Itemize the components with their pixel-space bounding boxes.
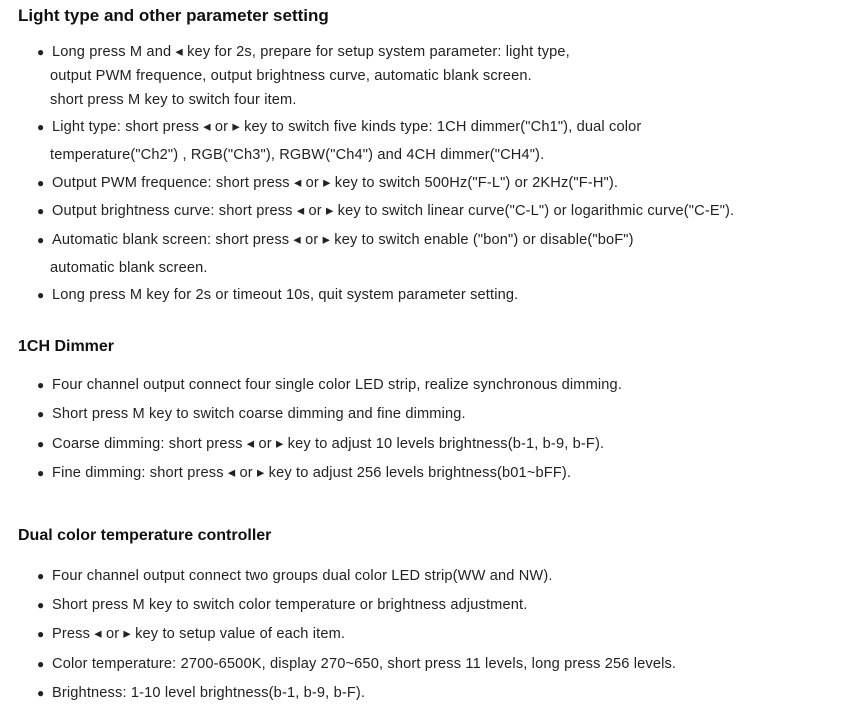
list-item: Output PWM frequence: short press ◂ or ▸ key to switch 500Hz("F-L") or 2KHz("F-H"). (52, 175, 619, 191)
list-item: Short press M key to switch color temperature or brightness adjustment. (52, 597, 528, 613)
bullet-icon: ● (37, 176, 45, 190)
bullet-icon: ● (37, 466, 45, 480)
bullet-icon: ● (37, 437, 45, 451)
list-item: Four channel output connect four single color LED strip, realize synchronous dimming. (52, 377, 623, 393)
list-item-continuation: automatic blank screen. (50, 260, 208, 276)
list-item: Output brightness curve: short press ◂ or ▸ key to switch linear curve("C-L") or logarithmic curve("C-E"). (52, 203, 735, 219)
bullet-icon: ● (37, 686, 45, 700)
list-item: Four channel output connect two groups dual color LED strip(WW and NW). (52, 568, 553, 584)
list-item-continuation: output PWM frequence, output brightness curve, automatic blank screen. (50, 68, 532, 84)
bullet-icon: ● (37, 120, 45, 134)
bullet-icon: ● (37, 233, 45, 247)
list-item: Press ◂ or ▸ key to setup value of each item. (52, 626, 346, 642)
section-title-dual-color: Dual color temperature controller (18, 527, 272, 544)
bullet-icon: ● (37, 288, 45, 302)
bullet-icon: ● (37, 569, 45, 583)
section-title-1ch-dimmer: 1CH Dimmer (18, 338, 115, 355)
bullet-icon: ● (37, 45, 45, 59)
list-item-continuation: short press M key to switch four item. (50, 92, 297, 108)
list-item: Brightness: 1-10 level brightness(b-1, b-9, b-F). (52, 685, 366, 701)
list-item: Long press M and ◂ key for 2s, prepare for setup system parameter: light type, (52, 44, 570, 60)
list-item: Coarse dimming: short press ◂ or ▸ key to adjust 10 levels brightness(b-1, b-9, b-F). (52, 436, 605, 452)
bullet-icon: ● (37, 598, 45, 612)
list-item: Automatic blank screen: short press ◂ or ▸ key to switch enable ("bon") or disable("boF") (52, 232, 634, 248)
section-title-light-type: Light type and other parameter setting (18, 6, 329, 25)
list-item-continuation: temperature("Ch2") , RGB("Ch3"), RGBW("Ch4") and 4CH dimmer("CH4"). (50, 147, 545, 163)
list-item: Long press M key for 2s or timeout 10s, quit system parameter setting. (52, 287, 519, 303)
bullet-icon: ● (37, 407, 45, 421)
list-item: Fine dimming: short press ◂ or ▸ key to adjust 256 levels brightness(b01~bFF). (52, 465, 572, 481)
list-item: Light type: short press ◂ or ▸ key to switch five kinds type: 1CH dimmer("Ch1"), dual color (52, 119, 642, 135)
bullet-icon: ● (37, 657, 45, 671)
list-item: Short press M key to switch coarse dimming and fine dimming. (52, 406, 466, 422)
list-item: Color temperature: 2700-6500K, display 270~650, short press 11 levels, long press 256 levels. (52, 656, 677, 672)
bullet-icon: ● (37, 204, 45, 218)
bullet-icon: ● (37, 627, 45, 641)
bullet-icon: ● (37, 378, 45, 392)
